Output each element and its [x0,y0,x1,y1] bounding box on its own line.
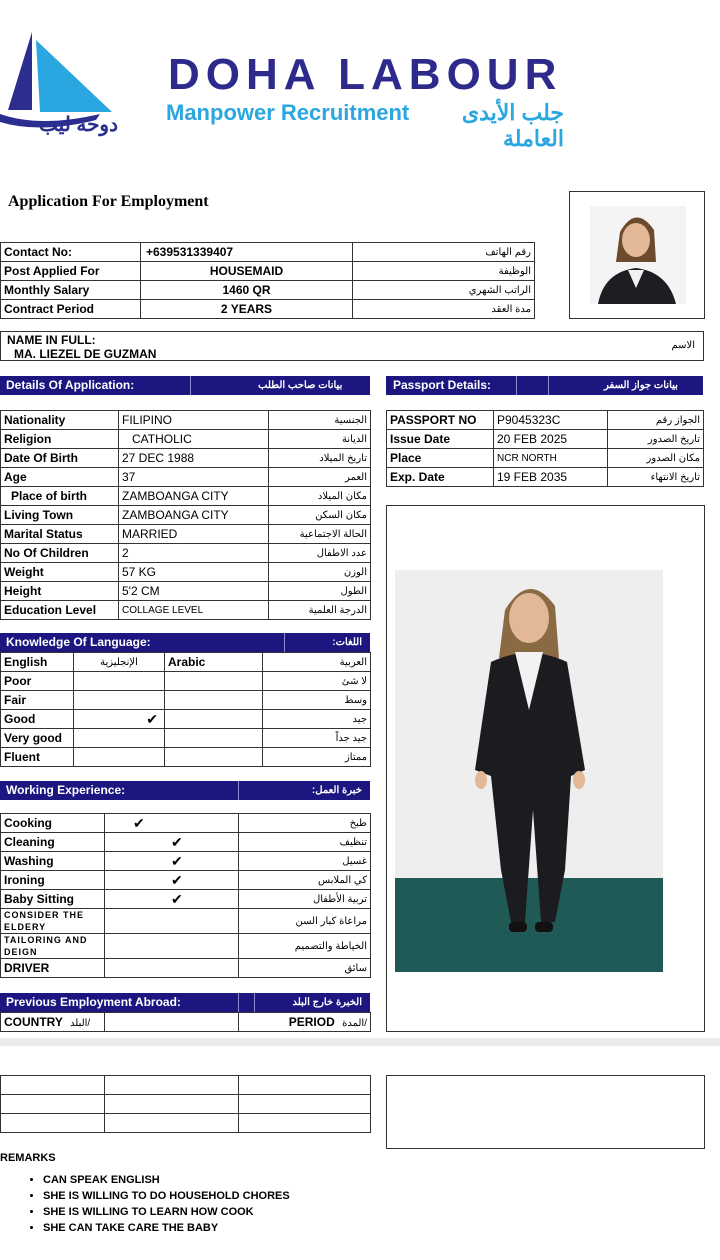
lower-empty-box [386,1075,705,1149]
remark-item: • SHE IS WILLING TO LEARN HOW COOK [43,1204,290,1220]
previous-bar-arabic: الخبرة خارج البلد [292,997,362,1008]
remarks-title: REMARKS [0,1152,56,1164]
language-arabic-mark [165,672,263,691]
language-level-arabic: ممتاز [263,748,371,767]
language-level: Fair [1,691,74,710]
experience-row [1,959,371,978]
language-row [1,672,371,691]
language-row [1,729,371,748]
details-value: FILIPINO [119,411,269,430]
details-row [1,525,371,544]
contact-label: Monthly Salary [1,281,141,300]
experience-arabic: غسيل [239,852,371,871]
language-english-mark [74,748,165,767]
language-arabic-mark [165,748,263,767]
passport-value: 19 FEB 2035 [494,468,608,487]
details-value: COLLAGE LEVEL [119,601,269,620]
language-bar [0,633,370,652]
details-label: Place of birth [1,487,119,506]
previous-empty-cell [105,1013,239,1032]
passport-bar [386,376,703,395]
previous-bar [0,993,370,1012]
contact-value: +639531339407 [141,243,353,262]
details-table [0,410,371,620]
contact-value: 2 YEARS [141,300,353,319]
logo-arabic-text: دوحة ليب [39,114,118,136]
experience-arabic: الخياطة والتصميم [239,934,371,959]
experience-bar-label: Working Experience: [6,783,126,797]
headshot-photo [570,192,704,318]
contact-row [1,300,535,319]
details-label: Religion [1,430,119,449]
details-value: CATHOLIC [119,430,269,449]
language-level-arabic: وسط [263,691,371,710]
experience-skill: CONSIDER THE ELDERY [1,909,105,934]
experience-arabic: طبخ [239,814,371,833]
language-row [1,710,371,729]
passport-arabic: مكان الصدور [608,449,704,468]
passport-label: Exp. Date [387,468,494,487]
experience-skill: Ironing [1,871,105,890]
details-value: MARRIED [119,525,269,544]
remark-item: • SHE CAN TAKE CARE THE BABY [43,1220,290,1236]
details-row [1,487,371,506]
language-row [1,691,371,710]
experience-mark [105,959,239,978]
details-arabic: الدرجة العلمية [269,601,371,620]
passport-arabic: الجواز رقم [608,411,704,430]
experience-row [1,814,371,833]
experience-arabic: كي الملابس [239,871,371,890]
details-label: Date Of Birth [1,449,119,468]
details-value: 57 KG [119,563,269,582]
passport-row [387,468,704,487]
passport-row [387,449,704,468]
experience-skill: Baby Sitting [1,890,105,909]
language-english-mark [74,672,165,691]
language-arabic-mark [165,691,263,710]
details-label: No Of Children [1,544,119,563]
previous-country-label: COUNTRY [4,1015,63,1029]
details-bar [0,376,370,395]
language-arabic-arabic: العربية [263,653,371,672]
passport-value: P9045323C [494,411,608,430]
passport-table [386,410,704,487]
experience-row [1,833,371,852]
previous-period-label: PERIOD [288,1015,335,1029]
passport-arabic: تاريخ الانتهاء [608,468,704,487]
language-english-arabic: الإنجليزية [74,653,165,672]
experience-skill: Cleaning [1,833,105,852]
details-arabic: الحالة الاجتماعية [269,525,371,544]
passport-row [387,411,704,430]
language-bar-label: Knowledge Of Language: [6,635,151,649]
details-label: Age [1,468,119,487]
experience-row [1,871,371,890]
experience-row [1,909,371,934]
details-row [1,582,371,601]
details-arabic: مكان الميلاد [269,487,371,506]
full-name-value: MA. LIEZEL DE GUZMAN [14,347,157,361]
form-title: Application For Employment [8,193,209,210]
passport-label: Issue Date [387,430,494,449]
language-english-mark [74,691,165,710]
language-level-arabic: جيد جداً [263,729,371,748]
details-arabic: تاريخ الميلاد [269,449,371,468]
language-english-header: English [1,653,74,672]
language-english-mark: ✔ [74,710,165,729]
contact-value: HOUSEMAID [141,262,353,281]
language-arabic-mark [165,729,263,748]
details-label: Education Level [1,601,119,620]
experience-bar [0,781,370,800]
details-row [1,601,371,620]
details-arabic: الديانة [269,430,371,449]
details-label: Marital Status [1,525,119,544]
details-value: ZAMBOANGA CITY [119,506,269,525]
experience-mark: ✔ [105,814,239,833]
previous-country-cell [1,1013,105,1032]
full-name-label: NAME IN FULL: [7,333,96,347]
contact-arabic: الراتب الشهري [353,281,535,300]
details-label: Nationality [1,411,119,430]
details-value: 5'2 CM [119,582,269,601]
details-label: Living Town [1,506,119,525]
contact-arabic: مدة العقد [353,300,535,319]
full-body-photo [395,570,663,972]
full-name-box [0,331,704,361]
experience-arabic: سائق [239,959,371,978]
language-level-arabic: لا شئ [263,672,371,691]
full-body-photo-frame [386,505,705,1032]
contact-label: Contract Period [1,300,141,319]
language-level-arabic: جيد [263,710,371,729]
experience-skill: DRIVER [1,959,105,978]
details-row [1,449,371,468]
previous-country-arabic: البلد/ [70,1018,91,1029]
experience-bar-arabic: خبرة العمل: [311,785,362,796]
language-level: Good [1,710,74,729]
language-bar-arabic: اللغات: [332,637,362,648]
passport-row [387,430,704,449]
brand-tagline: Manpower Recruitment [166,100,410,125]
details-row [1,563,371,582]
details-value: ZAMBOANGA CITY [119,487,269,506]
details-arabic: العمر [269,468,371,487]
experience-row [1,890,371,909]
previous-period-cell [239,1013,371,1032]
language-header-row [1,653,371,672]
experience-mark [105,934,239,959]
full-name-arabic: الاسم [671,340,695,351]
experience-mark: ✔ [105,871,239,890]
experience-mark: ✔ [105,890,239,909]
experience-arabic: تنظيف [239,833,371,852]
contact-row [1,262,535,281]
language-level: Fluent [1,748,74,767]
experience-row [1,934,371,959]
remarks-list [0,1172,290,1236]
previous-rows-table [0,1075,371,1133]
language-arabic-mark [165,710,263,729]
experience-row [1,852,371,871]
previous-header-table [0,1012,371,1032]
passport-bar-arabic: بيانات جواز السفر [604,380,678,391]
language-level: Poor [1,672,74,691]
passport-label: PASSPORT NO [387,411,494,430]
contact-arabic: الوظيفة [353,262,535,281]
experience-arabic: تربية الأطفال [239,890,371,909]
contact-label: Contact No: [1,243,141,262]
experience-mark: ✔ [105,852,239,871]
previous-period-arabic: المدة/ [342,1018,367,1029]
language-level: Very good [1,729,74,748]
details-arabic: عدد الاطفال [269,544,371,563]
contact-row [1,281,535,300]
experience-arabic: مراعاة كبار السن [239,909,371,934]
details-row [1,506,371,525]
passport-value: NCR NORTH [494,449,608,468]
details-arabic: مكان السكن [269,506,371,525]
passport-value: 20 FEB 2025 [494,430,608,449]
remark-item: • CAN SPEAK ENGLISH [43,1172,290,1188]
language-table [0,652,371,767]
details-row [1,468,371,487]
details-arabic: الجنسية [269,411,371,430]
experience-mark [105,909,239,934]
experience-skill: Washing [1,852,105,871]
details-arabic: الطول [269,582,371,601]
details-bar-arabic: بيانات صاحب الطلب [258,380,343,391]
experience-skill: Cooking [1,814,105,833]
remark-item: • SHE IS WILLING TO DO HOUSEHOLD CHORES [43,1188,290,1204]
brand-tagline-arabic: جلب الأيدى العاملة [461,100,564,151]
details-bar-label: Details Of Application: [6,378,135,392]
details-value: 37 [119,468,269,487]
contact-value: 1460 QR [141,281,353,300]
page-break-band [0,1038,720,1046]
details-label: Height [1,582,119,601]
language-row [1,748,371,767]
passport-bar-label: Passport Details: [393,378,492,392]
language-arabic-header: Arabic [165,653,263,672]
details-value: 2 [119,544,269,563]
details-row [1,411,371,430]
contact-arabic: رقم الهاتف [353,243,535,262]
experience-skill: TAILORING AND DEIGN [1,934,105,959]
profile-photo-frame [569,191,705,319]
previous-bar-label: Previous Employment Abroad: [6,995,181,1009]
contact-label: Post Applied For [1,262,141,281]
details-label: Weight [1,563,119,582]
passport-label: Place [387,449,494,468]
language-english-mark [74,729,165,748]
brand-name: DOHA LABOUR [168,50,563,99]
details-arabic: الوزن [269,563,371,582]
experience-table [0,813,371,978]
experience-mark: ✔ [105,833,239,852]
passport-arabic: تاريخ الصدور [608,430,704,449]
contact-row [1,243,535,262]
details-row [1,430,371,449]
details-row [1,544,371,563]
contact-table [0,242,535,319]
details-value: 27 DEC 1988 [119,449,269,468]
